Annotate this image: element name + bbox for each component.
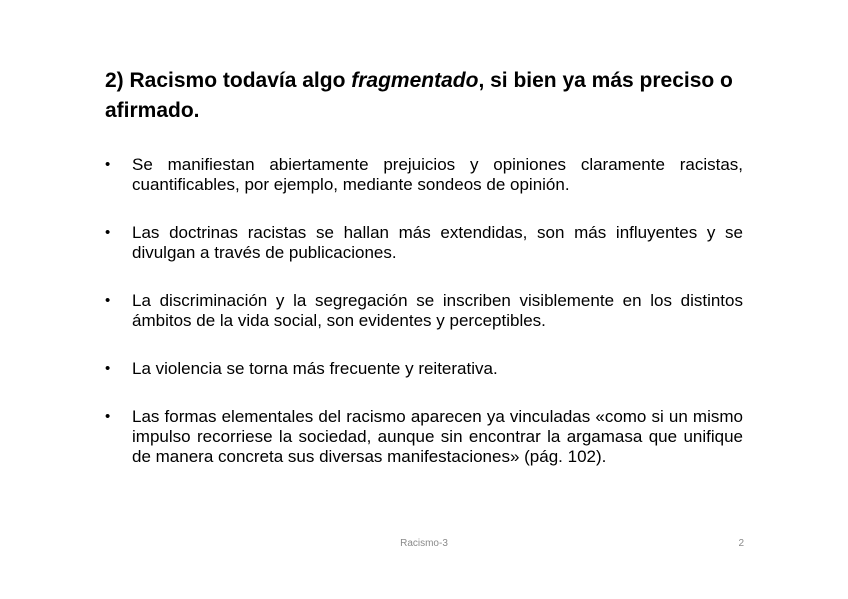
bullet-dot-icon: • [105,292,111,309]
title-text-start: 2) Racismo todavía algo [105,69,352,92]
bullet-dot-icon: • [105,156,111,173]
bullet-dot-icon: • [105,360,111,377]
bullet-item [105,359,743,379]
bullet-item [105,223,743,263]
bullet-dot-icon: • [105,224,111,241]
bullet-text: La discriminación y la segregación se inscriben visiblemente en los distintos ámbitos de la vida social, son evidentes y perceptibles. [132,291,743,330]
bullet-text: Se manifiestan abiertamente prejuicios y opiniones claramente racistas, cuantificables, por ejemplo, mediante sondeos de opinión. [132,155,743,194]
page-number: 2 [738,538,744,549]
title-text-end: , si bien ya más preciso o afirmado. [105,69,733,122]
bullet-text: Las doctrinas racistas se hallan más extendidas, son más influyentes y se divulgan a través de publicaciones. [132,223,743,262]
bullet-item [105,155,743,195]
bullet-item [105,291,743,331]
bullet-text: Las formas elementales del racismo aparecen ya vinculadas «como si un mismo impulso recorriese la sociedad, aunque sin encontrar la argamasa que unifique de manera concreta sus diversas manifestaciones» (pág. 102). [132,407,743,466]
bullet-list [105,155,743,495]
title-emphasis: fragmentado [351,69,479,92]
bullet-item [105,407,743,467]
slide-title [105,66,755,126]
bullet-text: La violencia se torna más frecuente y reiterativa. [132,359,498,378]
bullet-dot-icon: • [105,408,111,425]
footer-label: Racismo-3 [400,538,448,549]
